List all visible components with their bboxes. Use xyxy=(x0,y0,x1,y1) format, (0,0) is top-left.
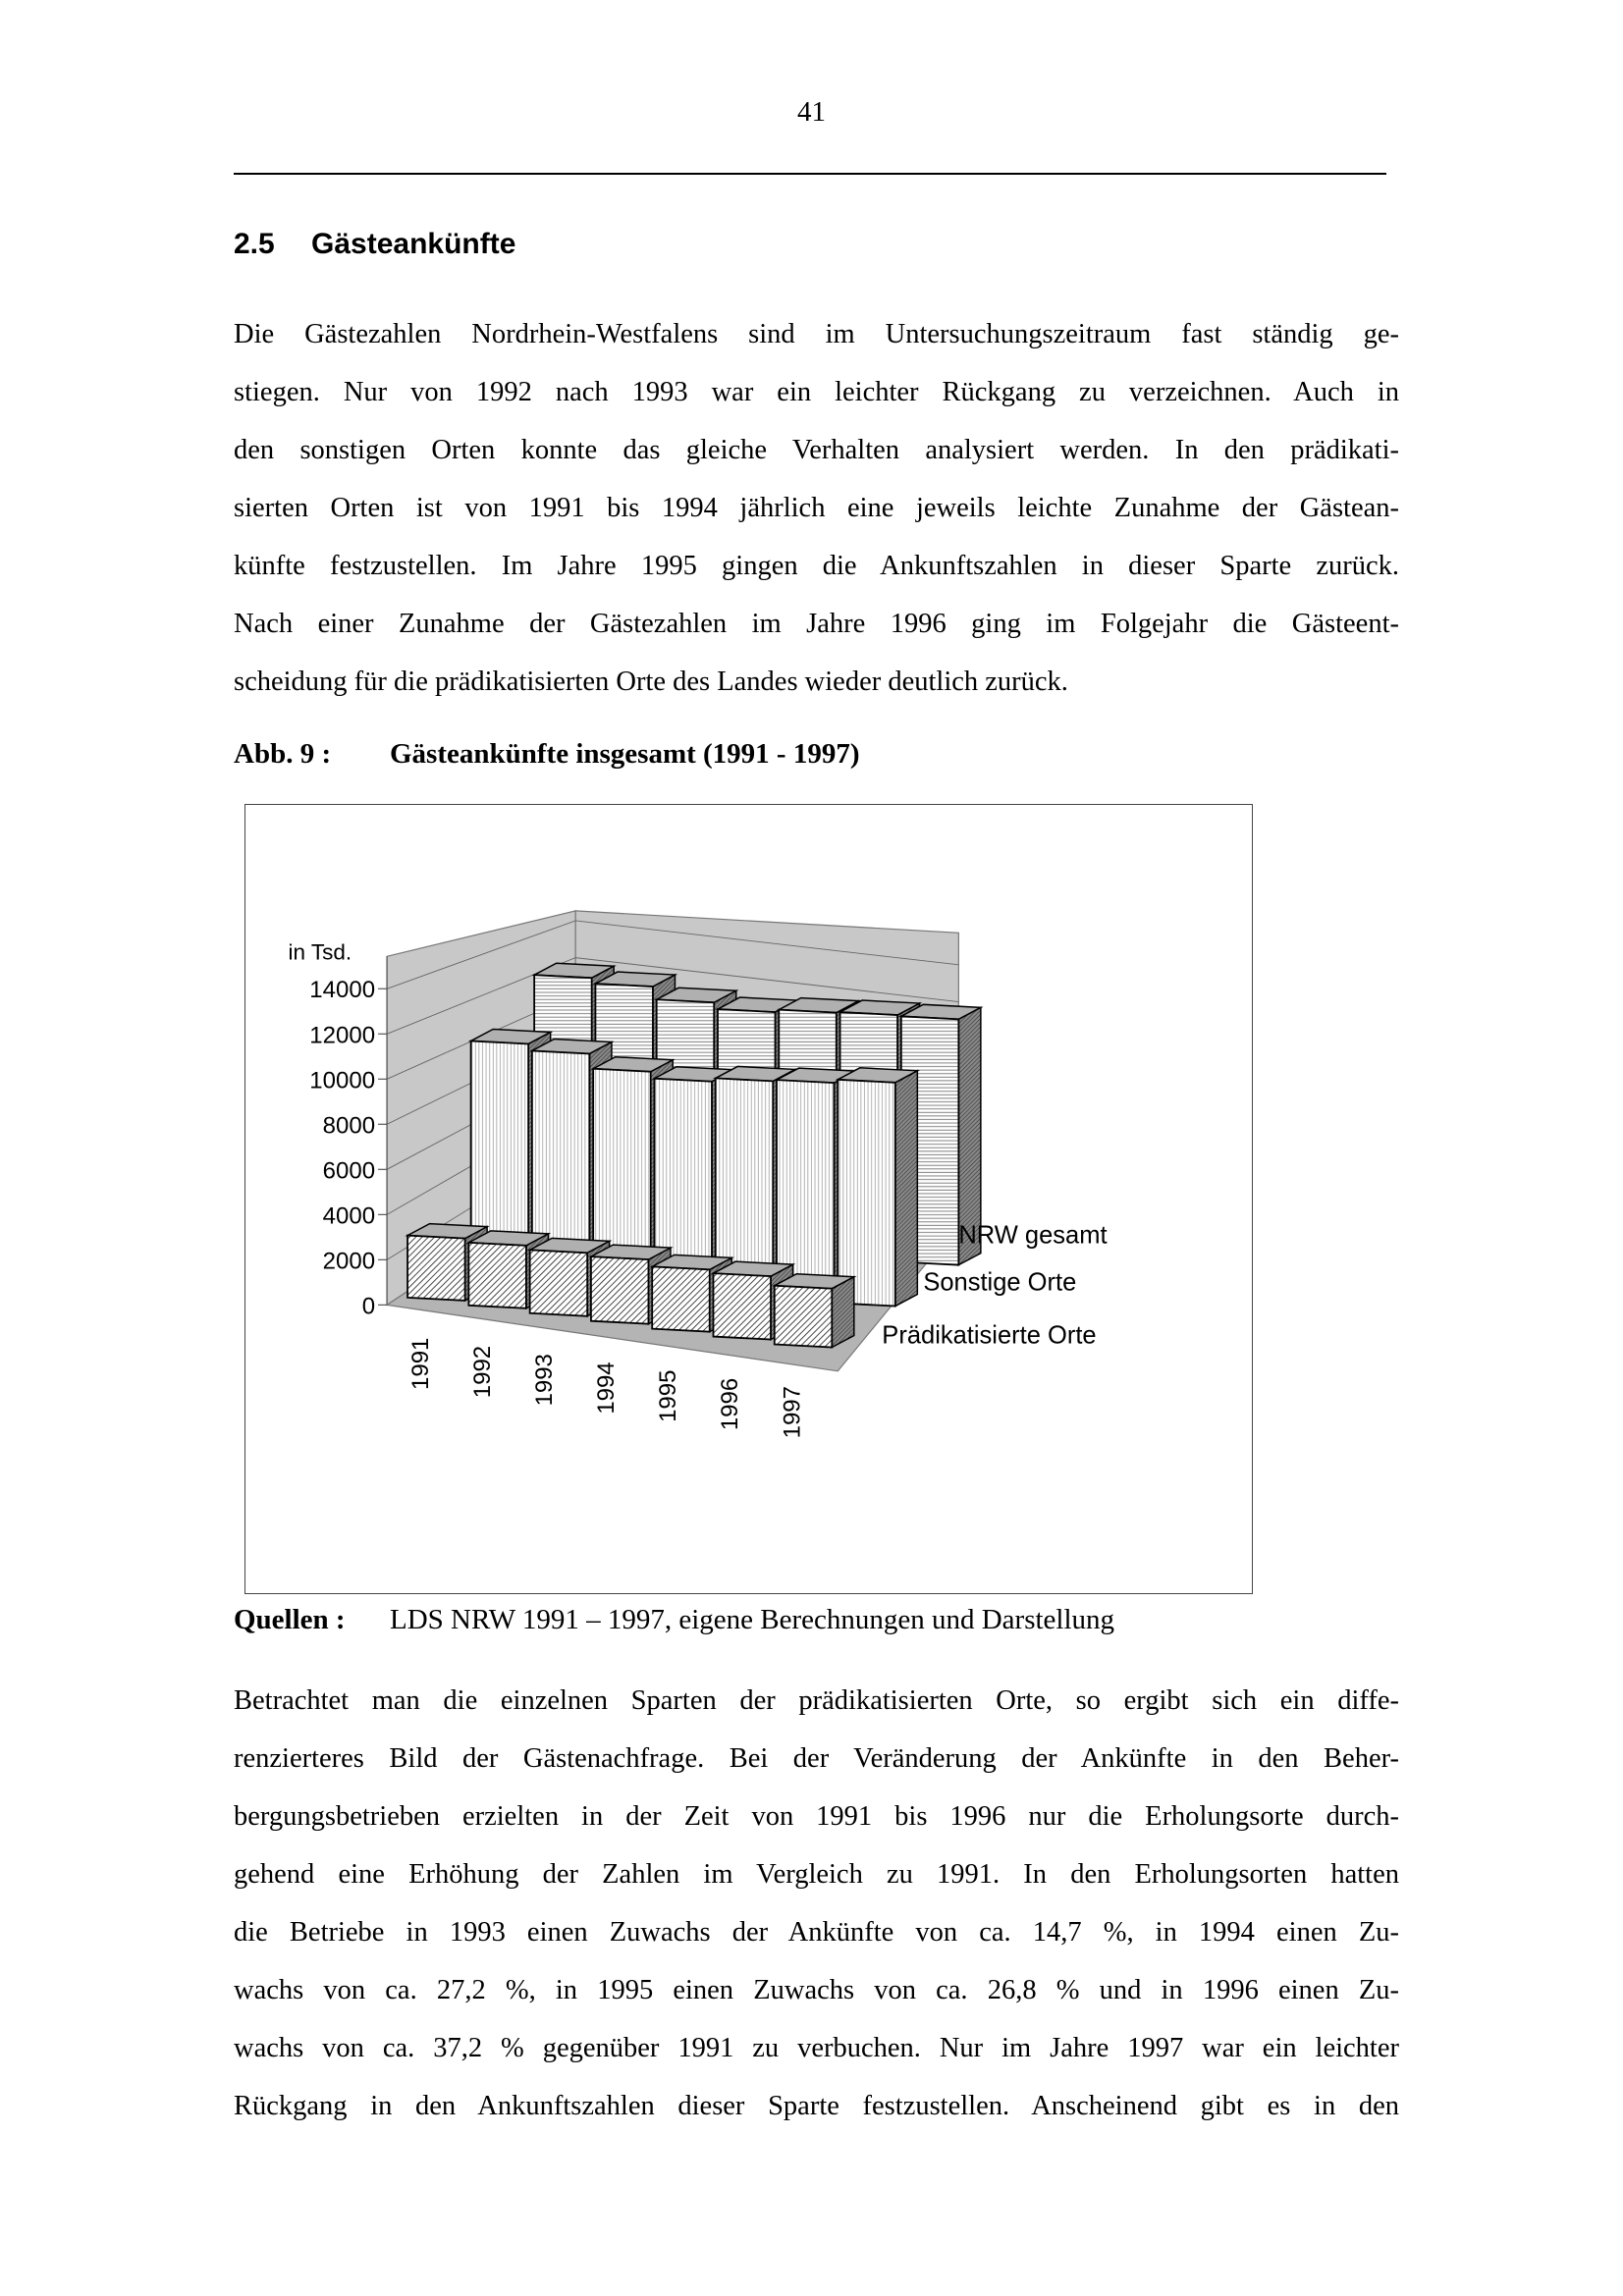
paragraph-2 xyxy=(234,1672,1399,2135)
series-label: Prädikatisierte Orte xyxy=(882,1321,1097,1350)
text-line: wachs von ca. 27,2 %, in 1995 einen Zuwachs von ca. 26,8 % und in 1996 einen Zu- xyxy=(234,1975,1399,2005)
text-line: Nach einer Zunahme der Gästezahlen im Jahre 1996 ging im Folgejahr die Gästeent- xyxy=(234,609,1399,639)
bar-chart-3d xyxy=(245,805,1252,1593)
figure-title: Gästeankünfte insgesamt (1991 - 1997) xyxy=(390,738,860,770)
figure-caption xyxy=(234,738,860,771)
bar-front-face xyxy=(713,1273,771,1339)
text-line: scheidung für die prädikatisierten Orte des Landes wieder deutlich zurück. xyxy=(234,667,1068,697)
section-title: Gästeankünfte xyxy=(311,228,516,260)
bar-front-face xyxy=(468,1243,526,1308)
source-label: Quellen : xyxy=(234,1604,346,1635)
text-line: Rückgang in den Ankunftszahlen dieser Sparte festzustellen. Anscheinend gibt es in den xyxy=(234,2091,1399,2121)
bar-front-face xyxy=(652,1266,710,1331)
section-number: 2.5 xyxy=(234,228,275,260)
y-tick-label: 8000 xyxy=(322,1112,376,1140)
text-line: die Betriebe in 1993 einen Zuwachs der Ankünfte von ca. 14,7 %, in 1994 einen Zu- xyxy=(234,1917,1399,1948)
bar-pr-dikatisierte-orte-1997 xyxy=(775,1274,854,1348)
bar-front-face xyxy=(530,1250,588,1315)
text-line: wachs von ca. 37,2 % gegenüber 1991 zu verbuchen. Nur im Jahre 1997 war ein leichter xyxy=(234,2033,1399,2063)
bar-sonstige-orte-1997 xyxy=(838,1068,917,1307)
page-number: 41 xyxy=(797,96,826,128)
text-line: gehend eine Erhöhung der Zahlen im Vergleich zu 1991. In den Erholungsorten hatten xyxy=(234,1859,1399,1890)
x-tick-label: 1993 xyxy=(531,1354,559,1407)
y-tick-label: 0 xyxy=(361,1293,376,1320)
y-tick-label: 10000 xyxy=(309,1067,376,1095)
x-tick-label: 1992 xyxy=(469,1345,497,1399)
bar-front-face xyxy=(775,1286,833,1348)
x-tick-label: 1997 xyxy=(779,1386,806,1439)
y-tick-label: 4000 xyxy=(322,1202,376,1230)
text-line: renzierteres Bild der Gästenachfrage. Bei der Veränderung der Ankünfte in den Beher- xyxy=(234,1743,1399,1774)
text-line: Die Gästezahlen Nordrhein-Westfalens sind im Untersuchungszeitraum fast ständig ge- xyxy=(234,319,1399,349)
y-tick-label: 14000 xyxy=(309,977,376,1004)
bar-front-face xyxy=(407,1236,465,1301)
series-label: NRW gesamt xyxy=(958,1221,1108,1250)
x-tick-label: 1994 xyxy=(593,1362,621,1415)
y-tick-label: 12000 xyxy=(309,1022,376,1049)
header-rule xyxy=(234,173,1386,175)
y-tick-label: 6000 xyxy=(322,1157,376,1185)
x-tick-label: 1991 xyxy=(407,1337,435,1390)
bar-front-face xyxy=(591,1256,649,1324)
y-tick-label: 2000 xyxy=(322,1248,376,1275)
figure-source xyxy=(234,1604,1114,1636)
section-heading xyxy=(234,228,515,261)
bar-side-face xyxy=(895,1071,918,1307)
text-line: bergungsbetrieben erzielten in der Zeit von 1991 bis 1996 nur die Erholungsorte durch- xyxy=(234,1801,1399,1832)
text-line: künfte festzustellen. Im Jahre 1995 gingen die Ankunftszahlen in dieser Sparte zurück. xyxy=(234,551,1399,581)
text-line: stiegen. Nur von 1992 nach 1993 war ein leichter Rückgang zu verzeichnen. Auch in xyxy=(234,377,1399,407)
x-tick-label: 1995 xyxy=(655,1369,682,1422)
chart-frame xyxy=(244,804,1253,1594)
text-line: Betrachtet man die einzelnen Sparten der prädikatisierten Orte, so ergibt sich ein diffe- xyxy=(234,1685,1399,1716)
text-line: sierten Orten ist von 1991 bis 1994 jährlich eine jeweils leichte Zunahme der Gästean- xyxy=(234,493,1399,523)
y-axis-label: in Tsd. xyxy=(288,939,352,965)
x-tick-label: 1996 xyxy=(717,1377,744,1431)
bar-front-face xyxy=(838,1080,895,1307)
series-label: Sonstige Orte xyxy=(923,1268,1077,1297)
source-text: LDS NRW 1991 – 1997, eigene Berechnungen und Darstellung xyxy=(390,1604,1115,1635)
text-line: den sonstigen Orten konnte das gleiche Verhalten analysiert werden. In den prädikati- xyxy=(234,435,1399,465)
figure-label: Abb. 9 : xyxy=(234,738,332,770)
paragraph-1 xyxy=(234,305,1399,711)
